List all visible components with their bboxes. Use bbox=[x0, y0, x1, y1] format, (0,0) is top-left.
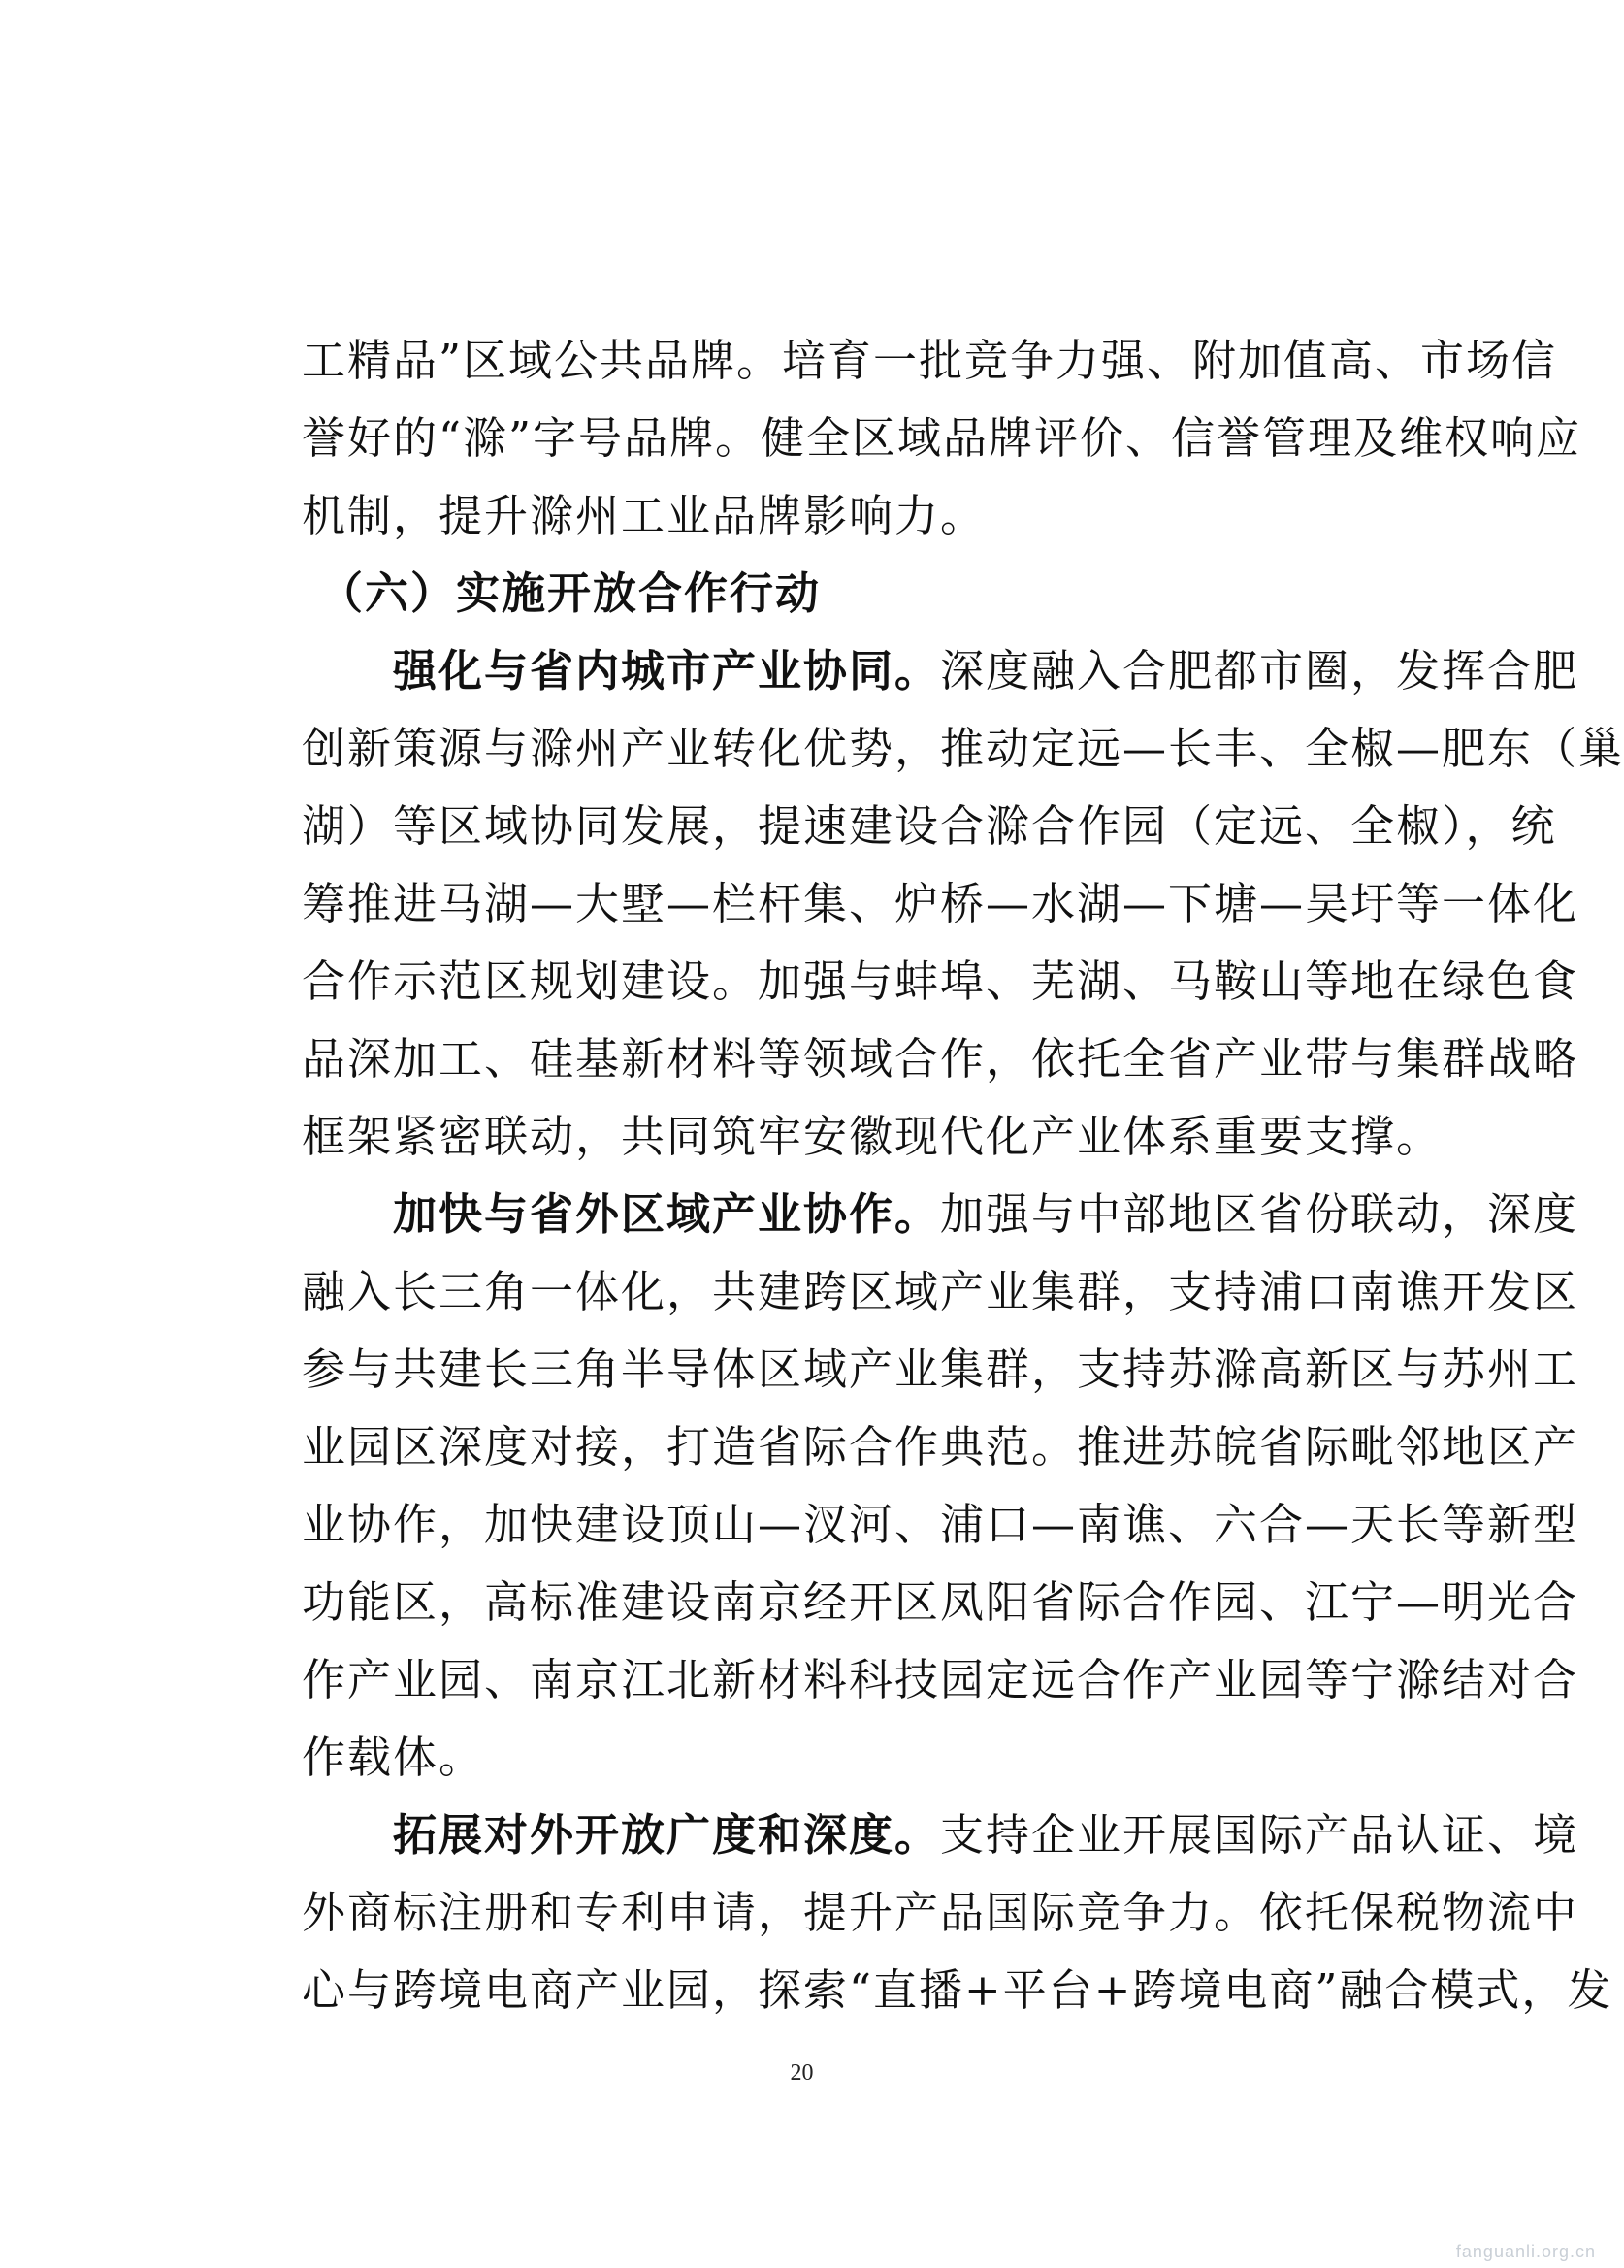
paragraph-line: 融入长三角一体化，共建跨区域产业集群，支持浦口南谯开发区 bbox=[302, 1266, 1579, 1317]
paragraph-text: 支持企业开展国际产品认证、境 bbox=[940, 1809, 1579, 1861]
paragraph-line: 合作示范区规划建设。加强与蚌埠、芜湖、马鞍山等地在绿色食 bbox=[302, 956, 1579, 1007]
paragraph-line: 品深加工、硅基新材料等领域合作，依托全省产业带与集群战略 bbox=[302, 1033, 1579, 1085]
paragraph-line: 心与跨境电商产业园，探索“直播+平台+跨境电商”融合模式，发 bbox=[302, 1964, 1613, 2016]
paragraph-line: 作载体。 bbox=[302, 1732, 485, 1783]
paragraph-text: 深度融入合肥都市圈，发挥合肥 bbox=[940, 645, 1579, 697]
paragraph-first-line bbox=[393, 1797, 1579, 1874]
paragraph-line: 筹推进马湖—大墅—栏杆集、炉桥—水湖—下塘—吴圩等一体化 bbox=[302, 878, 1579, 929]
paragraph-line: 外商标注册和专利申请，提升产品国际竞争力。依托保税物流中 bbox=[302, 1887, 1579, 1938]
paragraph-line: 业园区深度对接，打造省际合作典范。推进苏皖省际毗邻地区产 bbox=[302, 1421, 1579, 1473]
paragraph-line: 誉好的“滁”字号品牌。健全区域品牌评价、信誉管理及维权响应 bbox=[302, 412, 1582, 464]
paragraph-first-line bbox=[393, 632, 1579, 710]
paragraph-line: 框架紧密联动，共同筑牢安徽现代化产业体系重要支撑。 bbox=[302, 1111, 1443, 1162]
paragraph-line: 业协作，加快建设顶山—汊河、浦口—南谯、六合—天长等新型 bbox=[302, 1499, 1579, 1550]
paragraph-lead: 加快与省外区域产业协作。 bbox=[393, 1188, 941, 1240]
page-number: 20 bbox=[790, 2060, 814, 2086]
paragraph-lead: 拓展对外开放广度和深度。 bbox=[393, 1809, 941, 1861]
paragraph-text: 加强与中部地区省份联动，深度 bbox=[940, 1188, 1579, 1240]
paragraph-line: 湖）等区域协同发展，提速建设合滁合作园（定远、全椒），统 bbox=[302, 800, 1557, 852]
section-heading: （六）实施开放合作行动 bbox=[319, 567, 822, 619]
paragraph-line: 创新策源与滁州产业转化优势，推动定远—长丰、全椒—肥东（巢 bbox=[302, 723, 1624, 774]
paragraph-line: 功能区，高标准建设南京经开区凤阳省际合作园、江宁—明光合 bbox=[302, 1576, 1579, 1628]
paragraph-line: 作产业园、南京江北新材料科技园定远合作产业园等宁滁结对合 bbox=[302, 1654, 1579, 1705]
paragraph-line: 参与共建长三角半导体区域产业集群，支持苏滁高新区与苏州工 bbox=[302, 1344, 1579, 1395]
watermark: fanguanli.org.cn bbox=[1455, 2242, 1596, 2261]
paragraph-first-line bbox=[393, 1176, 1579, 1253]
paragraph-lead: 强化与省内城市产业协同。 bbox=[393, 645, 941, 697]
paragraph-line: 机制，提升滁州工业品牌影响力。 bbox=[302, 490, 987, 541]
paragraph-line: 工精品”区域公共品牌。培育一批竞争力强、附加值高、市场信 bbox=[302, 335, 1558, 386]
